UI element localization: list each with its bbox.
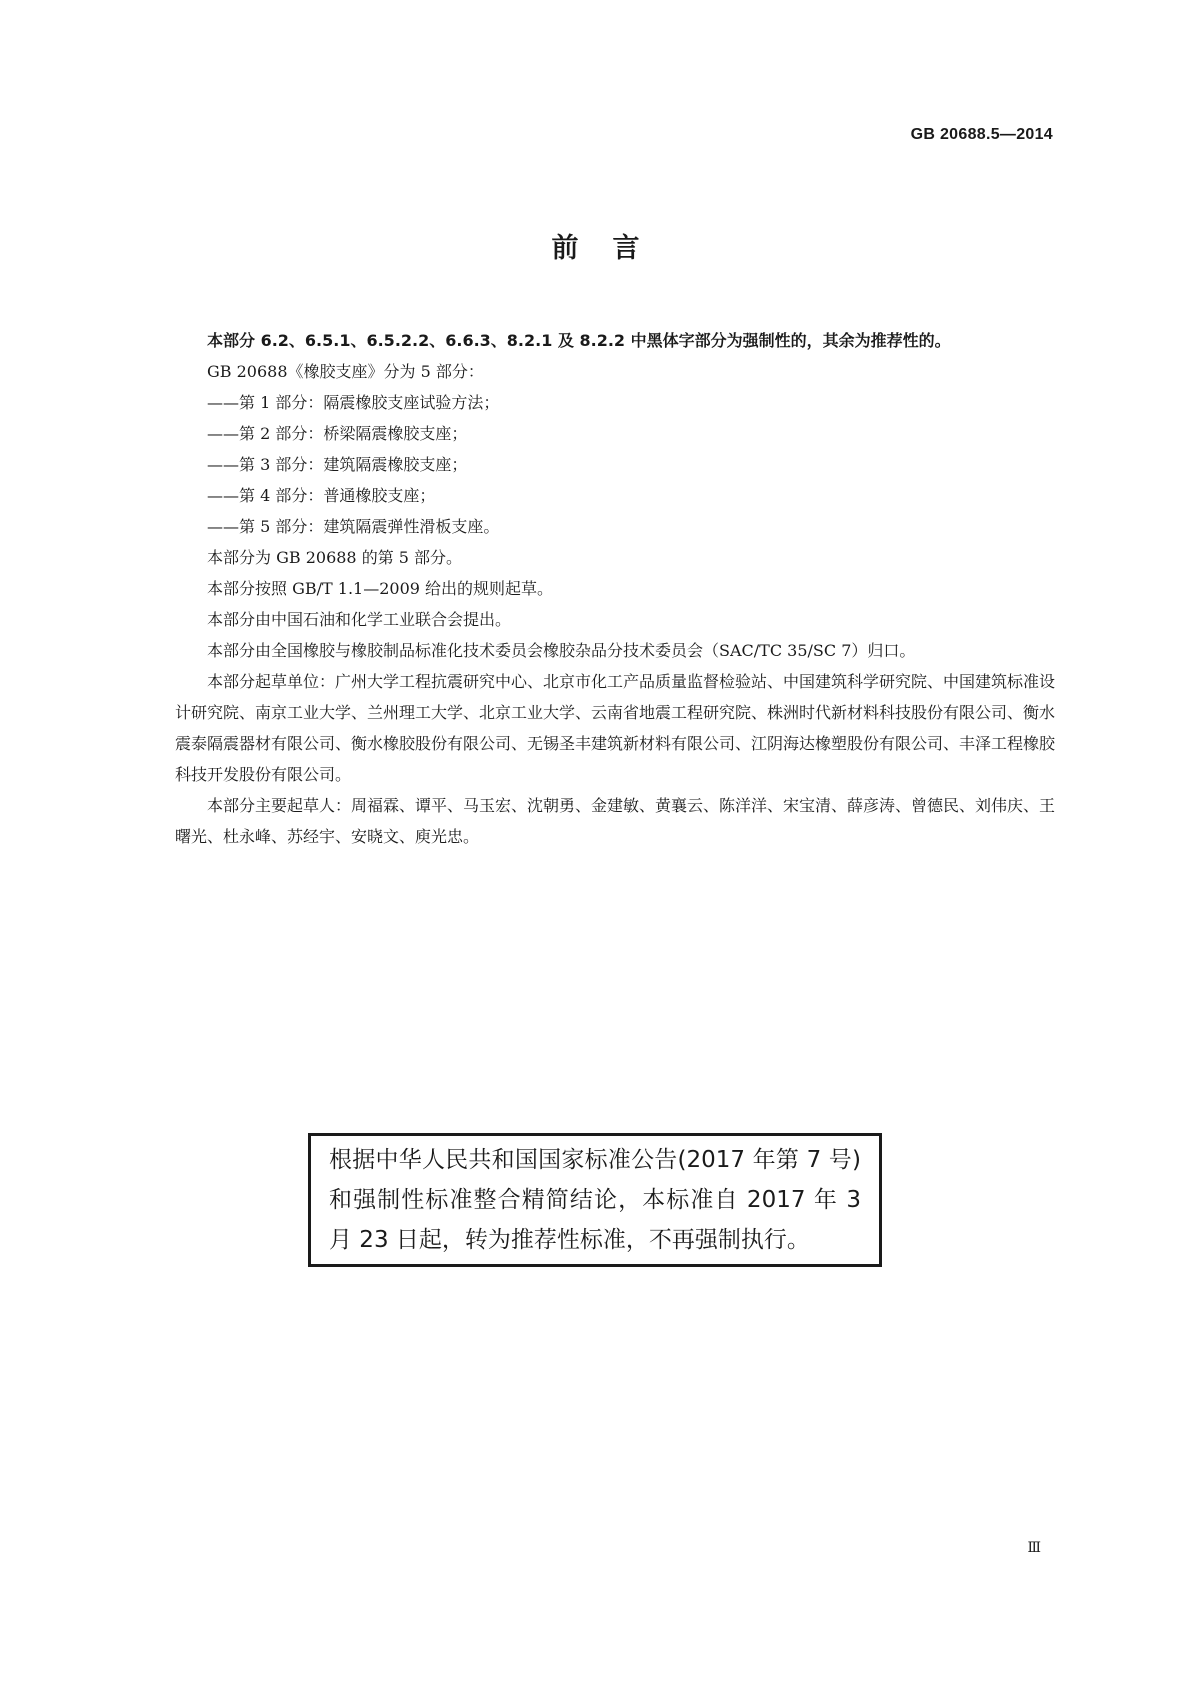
proposer-paragraph: 本部分由中国石油和化学工业联合会提出。 xyxy=(207,610,512,629)
drafters-paragraph: 本部分主要起草人：周福霖、谭平、马玉宏、沈朝勇、金建敏、黄襄云、陈洋洋、宋宝清、薛彦涛、曾德民、刘伟庆、王曙光、杜永峰、苏经宇、安晓文、庾光忠。 xyxy=(175,796,1056,846)
standard-code: GB 20688.5—2014 xyxy=(910,126,1053,143)
drafting-units-paragraph: 本部分起草单位：广州大学工程抗震研究中心、北京市化工产品质量监督检验站、中国建筑科学研究院、中国建筑标准设计研究院、南京工业大学、兰州理工大学、北京工业大学、云南省地震工程研究院、株洲时代新材料科技股份有限公司、衡水震泰隔震器材有限公司、衡水橡胶股份有限公司、无锡圣丰建筑新材料有限公司、江阴海达橡塑股份有限公司、丰泽工程橡胶科技开发股份有限公司。 xyxy=(175,672,1056,784)
drafting-rules-paragraph: 本部分按照 GB/T 1.1—2009 给出的规则起草。 xyxy=(207,579,554,598)
part-statement-paragraph: 本部分为 GB 20688 的第 5 部分。 xyxy=(207,548,463,567)
list-item-part-3: ——第 3 部分：建筑隔震橡胶支座； xyxy=(207,455,468,474)
committee-paragraph: 本部分由全国橡胶与橡胶制品标准化技术委员会橡胶杂品分技术委员会（SAC/TC 35/SC 7）归口。 xyxy=(207,641,916,660)
page-number: Ⅲ xyxy=(1027,1541,1041,1556)
mandatory-clause-paragraph: 本部分 6.2、6.5.1、6.5.2.2、6.6.3、8.2.1 及 8.2.2 中黑体字部分为强制性的，其余为推荐性的。 xyxy=(207,331,951,350)
list-item-part-2: ——第 2 部分：桥梁隔震橡胶支座； xyxy=(207,424,468,443)
list-item-part-1: ——第 1 部分：隔震橡胶支座试验方法； xyxy=(207,393,500,412)
list-item-part-5: ——第 5 部分：建筑隔震弹性滑板支座。 xyxy=(207,517,500,536)
list-item-part-4: ——第 4 部分：普通橡胶支座； xyxy=(207,486,436,505)
series-intro-paragraph: GB 20688《橡胶支座》分为 5 部分： xyxy=(207,362,484,381)
status-notice-box: 根据中华人民共和国国家标准公告(2017 年第 7 号)和强制性标准整合精简结论，本标准自 2017 年 3 月 23 日起，转为推荐性标准，不再强制执行。 xyxy=(308,1133,882,1267)
foreword-body xyxy=(175,325,1055,852)
page-title: 前言 xyxy=(551,233,674,264)
